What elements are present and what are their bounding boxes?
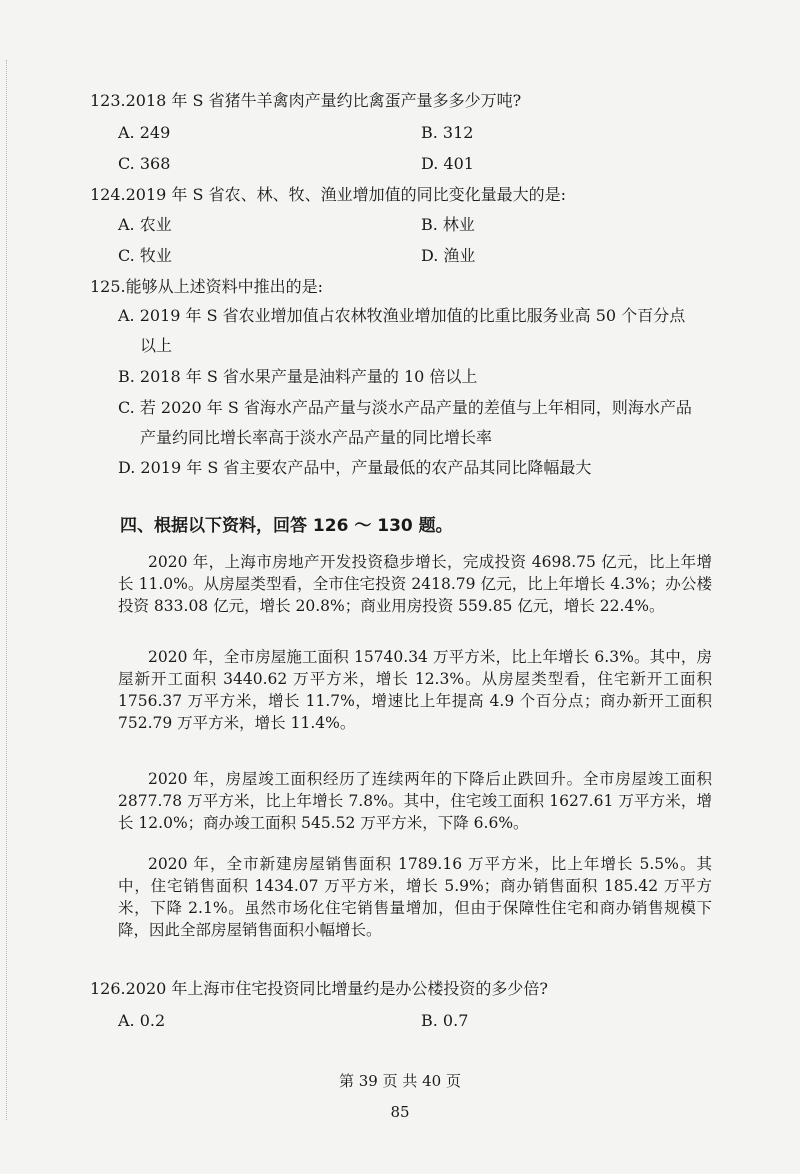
question-126-stem: 126.2020 年上海市住宅投资同比增量约是办公楼投资的多少倍? [90,979,549,998]
question-125-option-c: C. 若 2020 年 S 省海水产品产量与淡水产品产量的差值与上年相同，则海水产品 [118,398,692,417]
question-124-option-a: A. 农业 [118,215,172,234]
binding-margin-line [6,60,8,1120]
question-123-option-d: D. 401 [421,154,474,173]
question-123-stem: 123.2018 年 S 省猪牛羊禽肉产量约比禽蛋产量多多少万吨? [90,91,522,110]
question-123-option-b: B. 312 [421,123,474,142]
question-124-option-c: C. 牧业 [118,246,172,265]
section-heading: 四、根据以下资料，回答 126 ～ 130 题。 [120,516,453,536]
question-125-stem: 125.能够从上述资料中推出的是: [90,277,324,296]
question-124-stem: 124.2019 年 S 省农、林、牧、渔业增加值的同比变化量最大的是: [90,185,566,204]
material-paragraph-3: 2020 年，房屋竣工面积经历了连续两年的下降后止跌回升。全市房屋竣工面积 2877.78 万平方米，比上年增长 7.8%。其中，住宅竣工面积 1627.61 万平方米，增长 12.0%；商办竣工面积 545.52 万平方米，下降 6.6%。 [118,770,712,832]
material-paragraph-1: 2020 年，上海市房地产开发投资稳步增长，完成投资 4698.75 亿元，比上年增长 11.0%。从房屋类型看，全市住宅投资 2418.79 亿元，比上年增长 4.3%；办公楼投资 833.08 亿元，增长 20.8%；商业用房投资 559.85 亿元，增长 22.4%。 [118,553,712,615]
page-label: 第 39 页 共 40 页 [338,1072,461,1090]
question-123-option-c: C. 368 [118,154,171,173]
question-123-option-a: A. 249 [118,123,171,142]
question-126-option-a: A. 0.2 [118,1011,166,1030]
question-125-option-c-cont: 产量约同比增长率高于淡水产品产量的同比增长率 [140,428,493,447]
question-124-option-b: B. 林业 [421,215,475,234]
question-125-option-b: B. 2018 年 S 省水果产量是油料产量的 10 倍以上 [118,367,478,386]
material-paragraph-4: 2020 年，全市新建房屋销售面积 1789.16 万平方米，比上年增长 5.5%。其中，住宅销售面积 1434.07 万平方米，增长 5.9%；商办销售面积 185.42 万平方米，下降 2.1%。虽然市场化住宅销售量增加，但由于保障性住宅和商办销售规模下降，因此全部房屋销售面积小幅增长。 [118,855,712,939]
question-125-option-d: D. 2019 年 S 省主要农产品中，产量最低的农产品其同比降幅最大 [118,458,592,477]
question-125-option-a: A. 2019 年 S 省农业增加值占农林牧渔业增加值的比重比服务业高 50 个百分点 [118,306,686,325]
question-125-option-a-cont: 以上 [140,336,173,355]
question-124-option-d: D. 渔业 [421,246,476,265]
page-number: 85 [390,1103,410,1121]
question-126-option-b: B. 0.7 [421,1011,469,1030]
material-paragraph-2: 2020 年，全市房屋施工面积 15740.34 万平方米，比上年增长 6.3%。其中，房屋新开工面积 3440.62 万平方米，增长 12.3%。从房屋类型看，住宅新开工面积 1756.37 万平方米，增长 11.7%，增速比上年提高 4.9 个百分点；商办新开工面积 752.79 万平方米，增长 11.4%。 [118,648,712,732]
